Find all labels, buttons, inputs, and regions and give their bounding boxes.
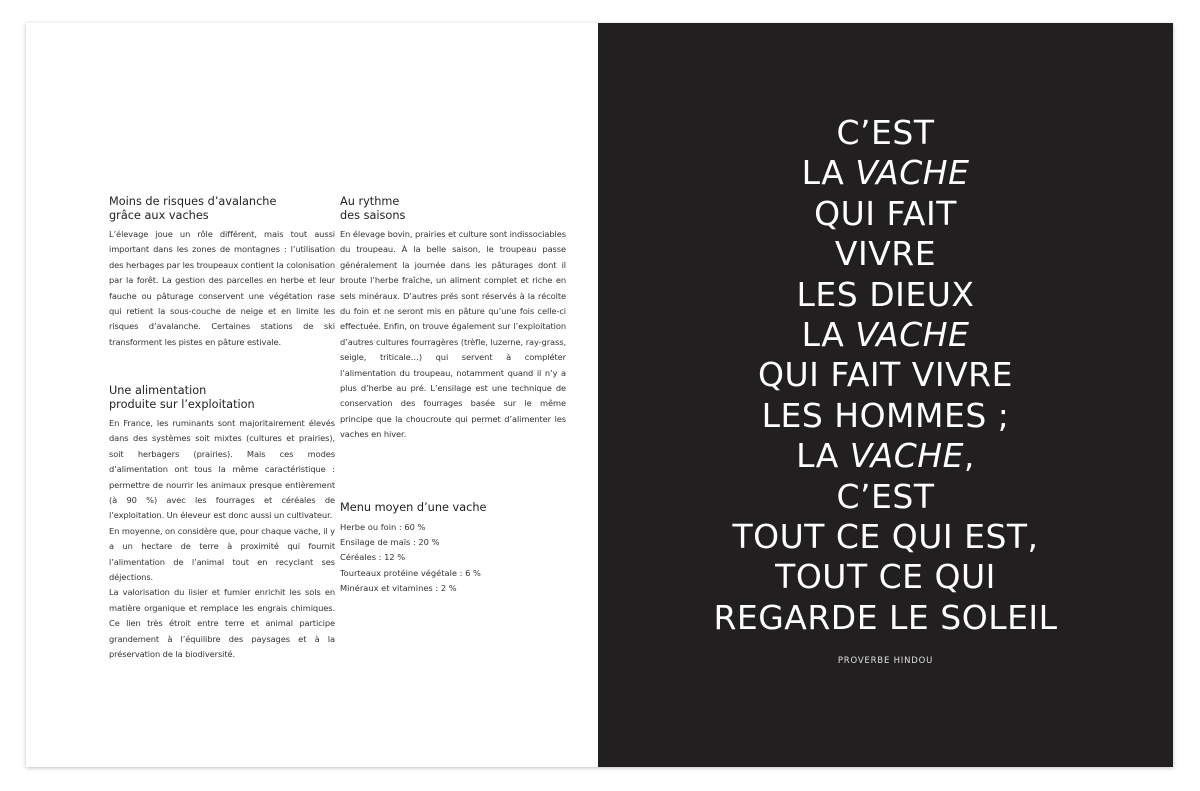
menu-item-mineraux: Minéraux et vitamines : 2 % xyxy=(340,583,457,594)
heading-menu: Menu moyen d’une vache xyxy=(340,501,487,514)
quote-line-13: REGARDE LE SOLEIL xyxy=(713,597,1058,637)
heading-avalanche-line1: Moins de risques d’avalanche xyxy=(109,195,277,208)
heading-alimentation-line2: produite sur l’exploitation xyxy=(109,397,255,411)
right-page xyxy=(598,23,1173,767)
heading-avalanche-line2: grâce aux vaches xyxy=(109,208,209,222)
body-alimentation xyxy=(109,416,335,663)
heading-saisons-line1: Au rythme xyxy=(340,195,400,208)
quote-line-10: C’EST xyxy=(836,476,935,516)
quote-line-12: TOUT CE QUI xyxy=(775,557,996,597)
proverb-quote xyxy=(598,113,1173,638)
menu-item-ensilage: Ensilage de maïs : 20 % xyxy=(340,536,440,547)
alimentation-paragraph-3: La valorisation du lisier et fumier enrichit les sols en matière organique et remplace les engrais chimiques. Ce lien très étroit entre terre et animal participe grandement à l’équilibre des paysages et à la préservation de la biodiversité. xyxy=(109,587,335,660)
quote-line-6-a: LA xyxy=(801,315,856,355)
menu-item-herbe: Herbe ou foin : 60 % xyxy=(340,521,426,532)
heading-avalanche xyxy=(109,195,335,222)
quote-line-6-vache: VACHE xyxy=(855,315,970,355)
quote-line-6 xyxy=(598,315,1173,355)
menu-item-cereales: Céréales : 12 % xyxy=(340,552,406,563)
left-page xyxy=(26,23,598,767)
quote-line-7: QUI FAIT VIVRE xyxy=(758,355,1013,395)
quote-line-1: C’EST xyxy=(836,113,935,152)
heading-alimentation-line1: Une alimentation xyxy=(109,384,207,397)
quote-line-2 xyxy=(598,153,1173,193)
quote-line-9-vache: VACHE xyxy=(849,436,964,476)
proverb-attribution: PROVERBE HINDOU xyxy=(837,656,934,666)
quote-line-2-a: LA xyxy=(801,153,856,193)
quote-line-11: TOUT CE QUI EST, xyxy=(732,517,1039,557)
alimentation-paragraph-2: En moyenne, on considère que, pour chaque vache, il y a un hectare de terre à proximité qui fournit l’alimentation de l’animal tout en recyclant ses déjections. xyxy=(109,525,335,583)
body-avalanche: L’élevage joue un rôle différent, mais tout aussi important dans les zones de montagnes : l’utilisation des herbages par les troupeaux contient la colonisation par la forêt. La gestion des parcelles en herbe et leur fauche ou pâturage conservent une végétation rase qui retient la sous-couche de neige et en limite les risques d’avalanche. Certaines stations de ski transforment les pistes en pâture estivale. xyxy=(109,229,335,347)
quote-line-3: QUI FAIT xyxy=(814,193,957,233)
heading-saisons xyxy=(340,195,566,222)
section-menu xyxy=(340,501,566,597)
menu-list xyxy=(340,520,566,597)
quote-line-2-vache: VACHE xyxy=(855,153,970,193)
book-spread xyxy=(26,23,1173,767)
quote-line-8: LES HOMMES ; xyxy=(761,395,1010,435)
body-saisons: En élevage bovin, prairies et culture sont indissociables du troupeau. À la belle saison, le troupeau passe généralement la journée dans les pâturages dont il broute l’herbe fraîche, un aliment complet et riche en sels minéraux. D’autres prés sont réservés à la récolte du foin et ne seront mis en pâture qu’une fois celle-ci effectuée. Enfin, on trouve également sur l’exploitation d’autres cultures fourragères (trèfle, luzerne, ray-grass, seigle, triticale…) qui servent à compléter l’alimentation du troupeau, notamment quand il n’y a plus d’herbe au pré. L’ensilage est une technique de conservation des fourrages basée sur le même principe que la choucroute qui permet d’alimenter les vaches en hiver. xyxy=(340,229,566,440)
quote-line-9-a: LA xyxy=(796,436,850,476)
quote-line-9 xyxy=(598,436,1173,476)
heading-saisons-line2: des saisons xyxy=(340,208,406,222)
section-alimentation xyxy=(109,384,335,663)
heading-alimentation xyxy=(109,384,335,411)
menu-item-tourteaux: Tourteaux protéine végétale : 6 % xyxy=(340,567,481,578)
section-avalanche xyxy=(109,195,335,350)
quote-line-9-comma: , xyxy=(963,436,975,476)
alimentation-paragraph-1: En France, les ruminants sont majoritairement élevés dans des systèmes soit mixtes (cultures et prairies), soit herbagers (prairies). Mais ces modes d’alimentation ont tous la même caractéristique : permettre de nourrir les animaux presque entièrement (à 90 %) avec les fourrages et céréales de l’exploitation. Un éleveur est donc aussi un cultivateur. xyxy=(109,418,335,521)
section-saisons xyxy=(340,195,566,443)
quote-line-4: VIVRE xyxy=(834,234,937,274)
quote-line-5: LES DIEUX xyxy=(796,274,975,314)
